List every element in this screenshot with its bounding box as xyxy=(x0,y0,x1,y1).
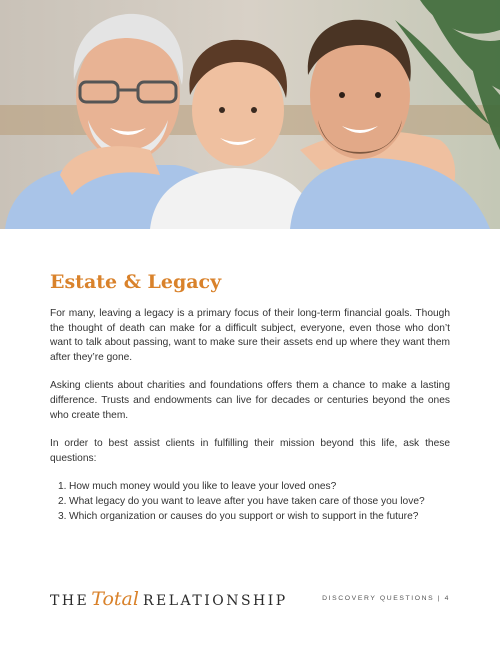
question-list xyxy=(50,480,450,524)
brand-word-relationship: RELATIONSHIP xyxy=(142,593,288,609)
list-item xyxy=(58,510,450,525)
list-item xyxy=(58,495,450,510)
list-item-number: 3. xyxy=(58,510,67,522)
intro-paragraph: For many, leaving a legacy is a primary focus of their long-term financial goals. Though the thought of death can make for a difficult subject, everyone, even those who don’t want to talk about passing, want to make sure their assets end up where they want them after they’re gone. xyxy=(50,308,450,363)
brand-word-the: THE xyxy=(50,593,90,609)
hero-photo xyxy=(0,0,500,229)
list-item-text: Which organization or causes do you support or wish to support in the future? xyxy=(69,510,419,522)
list-item-text: What legacy do you want to leave after you have taken care of those you love? xyxy=(69,495,425,507)
page-footer xyxy=(50,588,450,618)
brand-logo xyxy=(50,588,288,610)
list-item xyxy=(58,480,450,495)
list-item-number: 2. xyxy=(58,495,67,507)
page-title: Estate & Legacy xyxy=(50,271,222,293)
main-content xyxy=(50,270,450,524)
list-item-text: How much money would you like to leave your loved ones? xyxy=(69,481,337,493)
family-photo-illustration xyxy=(0,0,500,229)
questions-intro-paragraph: In order to best assist clients in fulfilling their mission beyond this life, ask these questions: xyxy=(50,438,450,464)
charities-paragraph: Asking clients about charities and foundations offers them a chance to make a lasting difference. Trusts and endowments can live for decades or centuries beyond the ones who create them. xyxy=(50,380,450,421)
list-item-number: 1. xyxy=(58,481,67,493)
brand-word-total: Total xyxy=(91,588,139,610)
page-number-label: DISCOVERY QUESTIONS | 4 xyxy=(322,595,450,602)
